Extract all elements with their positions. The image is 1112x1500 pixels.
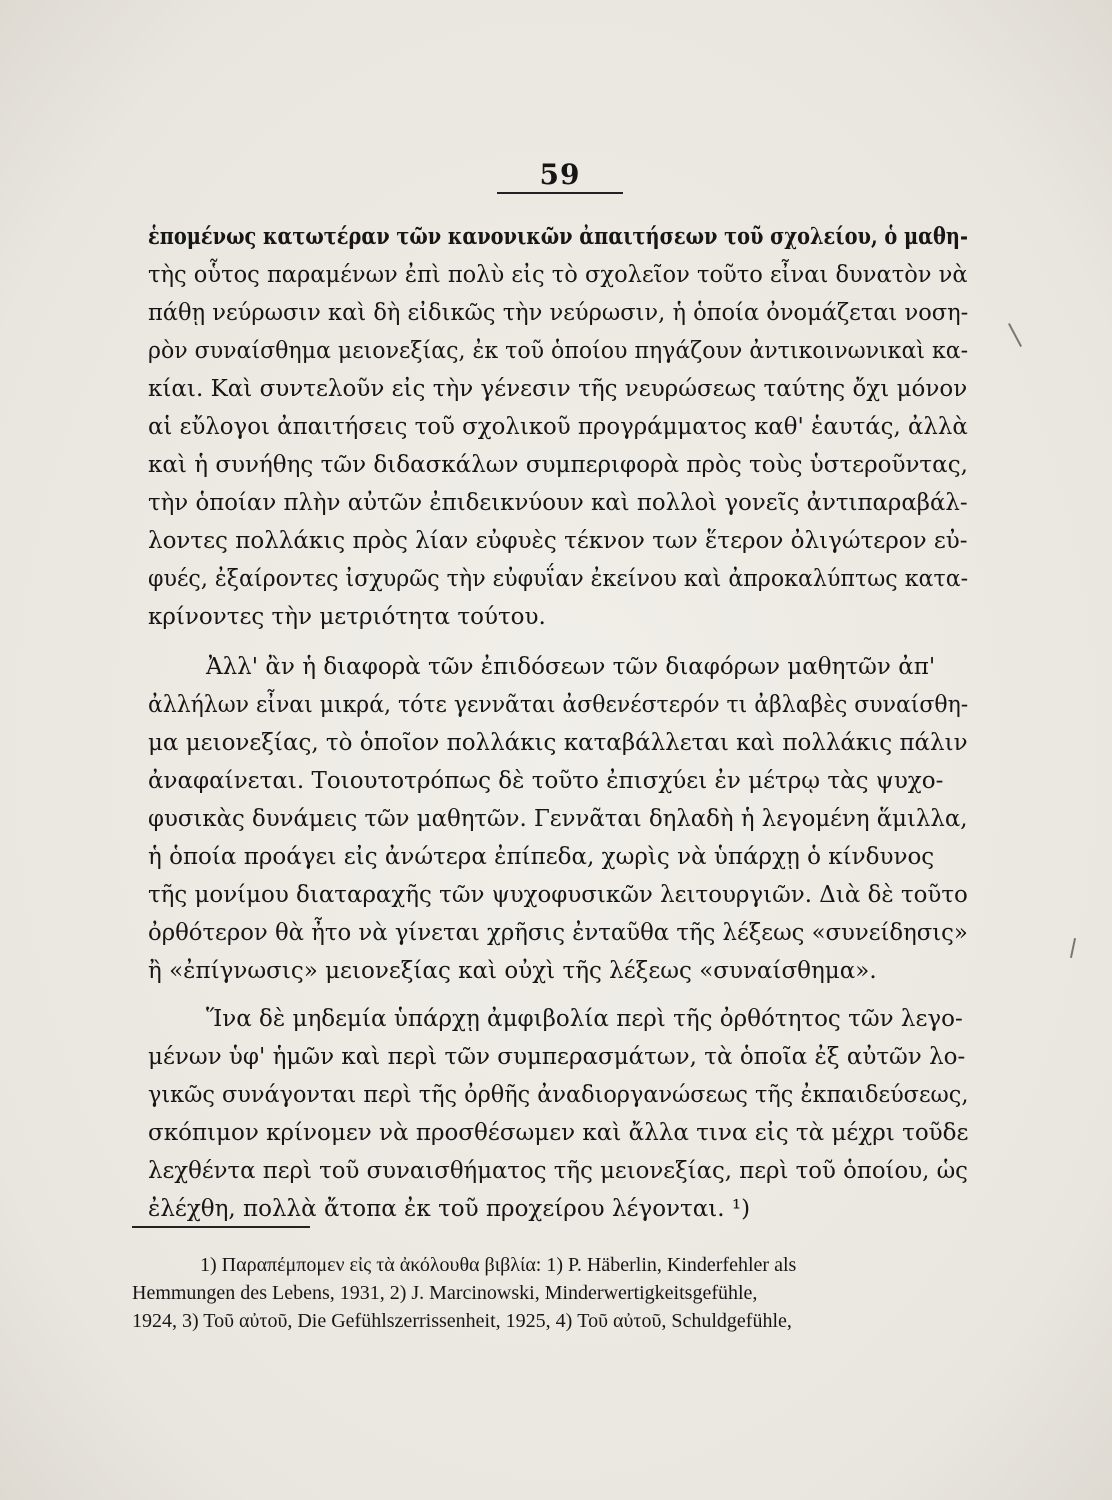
text-line: λεχθέντα περὶ τοῦ συναισθήματος τῆς μειονεξίας, περὶ τοῦ ὁποίου, ὡς [148,1158,968,1184]
footnote-line: Hemmungen des Lebens, 1931, 2) J. Marcinowski, Minderwertigkeitsgefühle, [132,1282,758,1304]
text-line: ἀλλήλων εἶναι μικρά, τότε γεννᾶται ἀσθενέστερόν τι ἀβλαβὲς συναίσθη- [148,692,969,718]
text-line: ρὸν συναίσθημα μειονεξίας, ἐκ τοῦ ὁποίου πηγάζουν ἀντικοινωνικαὶ κα- [148,338,969,364]
text-line: Ἵνα δὲ μηδεμία ὑπάρχῃ ἀμφιβολία περὶ τῆς ὀρθότητος τῶν λεγο- [206,1006,963,1032]
text-line: κίαι. Καὶ συντελοῦν εἰς τὴν γένεσιν τῆς νευρώσεως ταύτης ὄχι μόνον [148,376,968,402]
text-line: ἑπομένως κατωτέραν τῶν κανονικῶν ἀπαιτήσεων τοῦ σχολείου, ὁ μαθη- [148,223,969,250]
text-line: ἢ «ἐπίγνωσις» μειονεξίας καὶ οὐχὶ τῆς λέξεως «συναίσθημα». [148,958,877,984]
footnote-line: 1924, 3) Τοῦ αὐτοῦ, Die Gefühlszerrissenheit, 1925, 4) Τοῦ αὐτοῦ, Schuldgefühle, [132,1310,792,1332]
footnote-line: 1) Παραπέμπομεν εἰς τὰ ἀκόλουθα βιβλία: 1) P. Häberlin, Kinderfehler als [200,1254,797,1276]
text-line: τὴν ὁποίαν πλὴν αὐτῶν ἐπιδεικνύουν καὶ πολλοὶ γονεῖς ἀντιπαραβάλ- [148,490,968,516]
text-line: ὀρθότερον θὰ ἦτο νὰ γίνεται χρῆσις ἐνταῦθα τῆς λέξεως «συνείδησις» [148,920,968,946]
text-line: φυσικὰς δυνάμεις τῶν μαθητῶν. Γεννᾶται δηλαδὴ ἡ λεγομένη ἅμιλλα, [148,806,968,832]
page-number-rule [497,192,623,194]
text-line: μένων ὑφ' ἡμῶν καὶ περὶ τῶν συμπερασμάτων, τὰ ὁποῖα ἐξ αὐτῶν λο- [148,1044,966,1070]
text-line: ἀναφαίνεται. Τοιουτοτρόπως δὲ τοῦτο ἐπισχύει ἐν μέτρῳ τὰς ψυχο- [148,768,944,794]
text-line: καὶ ἡ συνήθης τῶν διδασκάλων συμπεριφορὰ πρὸς τοὺς ὑστεροῦντας, [148,452,968,478]
footnote-divider [132,1226,310,1228]
margin-pencil-mark [1008,323,1022,347]
text-line: κρίνοντες τὴν μετριότητα τούτου. [148,604,546,630]
text-line: αἱ εὔλογοι ἀπαιτήσεις τοῦ σχολικοῦ προγράμματος καθ' ἑαυτάς, ἀλλὰ [148,414,968,440]
text-line: Ἀλλ' ἂν ἡ διαφορὰ τῶν ἐπιδόσεων τῶν διαφόρων μαθητῶν ἀπ' [206,654,936,680]
text-line: πάθῃ νεύρωσιν καὶ δὴ εἰδικῶς τὴν νεύρωσιν, ἡ ὁποία ὀνομάζεται νοση- [148,300,969,326]
text-line: ἡ ὁποία προάγει εἰς ἀνώτερα ἐπίπεδα, χωρὶς νὰ ὑπάρχῃ ὁ κίνδυνος [148,844,935,870]
text-line: γικῶς συνάγονται περὶ τῆς ὀρθῆς ἀναδιοργανώσεως τῆς ἐκπαιδεύσεως, [148,1082,969,1108]
text-line: τὴς οὗτος παραμένων ἐπὶ πολὺ εἰς τὸ σχολεῖον τοῦτο εἶναι δυνατὸν νὰ [148,262,968,288]
page-number: 59 [539,158,581,191]
text-line: σκόπιμον κρίνομεν νὰ προσθέσωμεν καὶ ἄλλα τινα εἰς τὰ μέχρι τοῦδε [148,1120,969,1146]
text-line: ἐλέχθη, πολλὰ ἄτοπα ἐκ τοῦ προχείρου λέγονται. ¹) [148,1196,751,1222]
text-line: μα μειονεξίας, τὸ ὁποῖον πολλάκις καταβάλλεται καὶ πολλάκις πάλιν [148,730,968,756]
text-line: φυές, ἐξαίροντες ἰσχυρῶς τὴν εὐφυΐαν ἐκείνου καὶ ἀπροκαλύπτως κατα- [148,566,969,592]
margin-pencil-mark [1070,938,1076,958]
text-line: τῆς μονίμου διαταραχῆς τῶν ψυχοφυσικῶν λειτουργιῶν. Διὰ δὲ τοῦτο [148,882,968,908]
text-line: λοντες πολλάκις πρὸς λίαν εὐφυὲς τέκνον των ἕτερον ὀλιγώτερον εὐ- [148,528,968,554]
